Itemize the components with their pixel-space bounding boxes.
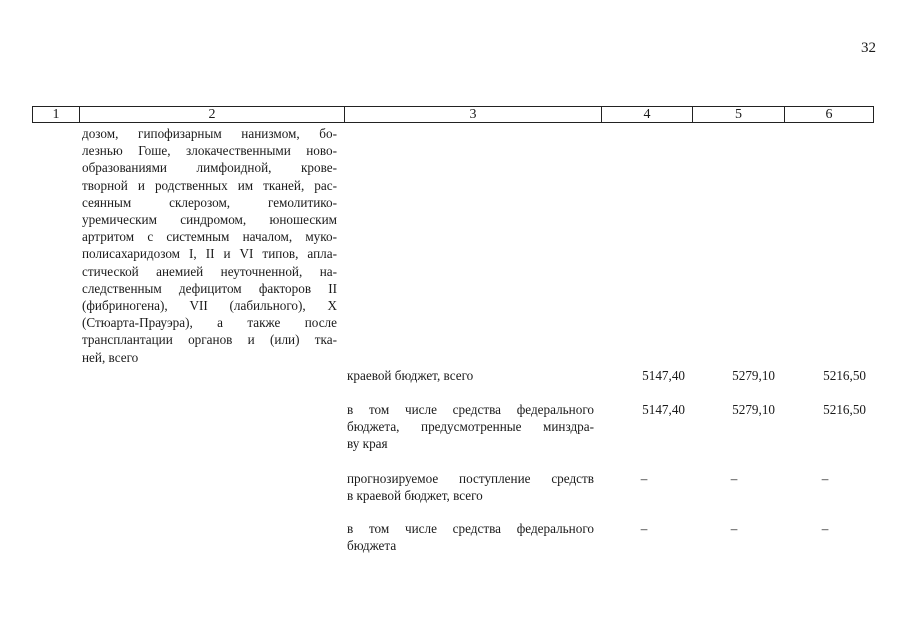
description-line: (фибриногена), VII (лабильного), X xyxy=(82,298,337,314)
value-col-4: – xyxy=(640,471,648,486)
description-line: трансплантации органов и (или) тка- xyxy=(82,332,337,348)
description-line: лезнью Гоше, злокачественными ново- xyxy=(82,143,337,159)
row-label-line: в том числе средства федерального xyxy=(347,521,594,536)
description-line: стической анемией неуточненной, на- xyxy=(82,263,337,279)
page-number: 32 xyxy=(861,40,876,56)
row-label-line: прогнозируемое поступление средств xyxy=(347,471,594,486)
row-label-line: ву края xyxy=(347,436,388,452)
value-col-5: 5279,10 xyxy=(732,402,775,417)
table-header-row xyxy=(32,106,874,123)
description-line: ней, всего xyxy=(82,349,139,365)
row-label-line: краевой бюджет, всего xyxy=(347,368,474,383)
value-col-6: – xyxy=(821,521,829,536)
column-header-5: 5 xyxy=(692,107,784,122)
row-label-line: в краевой бюджет, всего xyxy=(347,488,483,504)
row-label xyxy=(347,401,594,453)
row-label-line: бюджета xyxy=(347,538,397,554)
column-header-4: 4 xyxy=(601,107,692,122)
value-col-5: – xyxy=(730,471,738,486)
description-line: артритом с системным началом, муко- xyxy=(82,229,337,245)
value-col-6: 5216,50 xyxy=(823,368,866,383)
row-label-line: в том числе средства федерального xyxy=(347,402,594,417)
description-line: сеянным склерозом, гемолитико- xyxy=(82,194,337,210)
column-header-6: 6 xyxy=(784,107,873,122)
value-col-4: 5147,40 xyxy=(642,402,685,417)
value-col-5: – xyxy=(730,521,738,536)
row-label xyxy=(347,520,594,554)
value-col-5: 5279,10 xyxy=(732,368,775,383)
column-header-1: 1 xyxy=(52,107,60,122)
description-line: уремическим синдромом, юношеским xyxy=(82,212,337,228)
indicator-description xyxy=(82,125,337,366)
row-label-line: бюджета, предусмотренные минздра- xyxy=(347,419,594,435)
description-line: (Стюарта-Прауэра), а также после xyxy=(82,315,337,331)
description-line: полисахаридозом I, II и VI типов, апла- xyxy=(82,246,337,262)
value-col-4: – xyxy=(640,521,648,536)
value-col-6: 5216,50 xyxy=(823,402,866,417)
description-line: образованиями лимфоидной, крове- xyxy=(82,160,337,176)
description-line: следственным дефицитом факторов II xyxy=(82,280,337,296)
description-line: творной и родственных им тканей, рас- xyxy=(82,177,337,193)
description-line: дозом, гипофизарным нанизмом, бо- xyxy=(82,126,337,141)
value-col-6: – xyxy=(821,471,829,486)
value-col-4: 5147,40 xyxy=(642,368,685,383)
row-label xyxy=(347,367,594,384)
row-label xyxy=(347,470,594,504)
column-header-3: 3 xyxy=(344,107,601,122)
column-header-2: 2 xyxy=(79,107,344,122)
